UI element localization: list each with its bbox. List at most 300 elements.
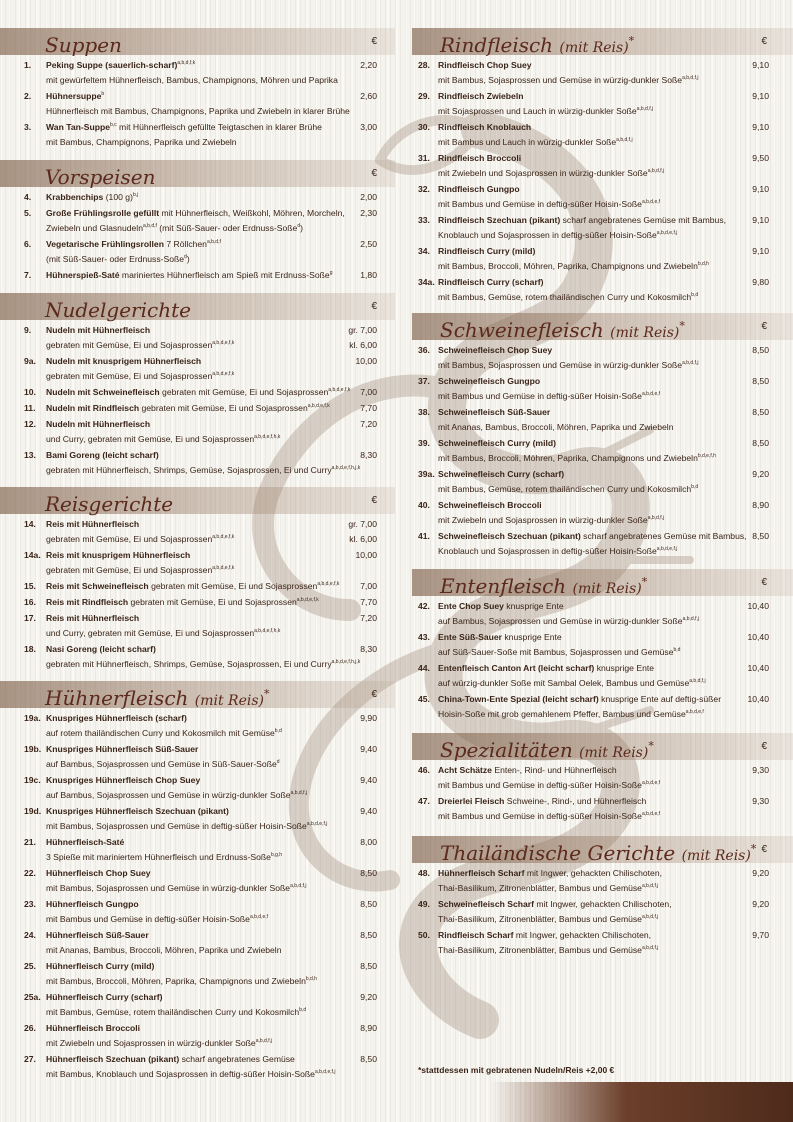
allergen-codes: a,b,d,e,f,k [212,340,235,347]
section-vorspeisen [0,160,395,284]
allergen-codes: b,d [673,647,681,654]
item-text [438,151,521,166]
item-name: Hühnerfleisch-Saté [46,837,125,847]
item-text [46,866,151,881]
item-price: 7,70 [360,403,377,413]
item-line [0,990,395,1005]
menu-item [0,959,395,989]
item-name: China-Town-Ente Spezial (leicht scharf) [438,694,599,704]
description-text: mit Ananas, Bambus, Broccoli, Möhren, Paprika und Zwiebeln [438,422,674,432]
item-line [412,244,793,259]
item-line [0,819,395,834]
item-line [412,120,793,135]
description-text: mit Bambus und Gemüse in deftig-süßer Hoisin-Soße [438,391,642,401]
item-text [46,959,154,974]
item-price: 10,00 [355,356,377,366]
item-number: 46. [418,765,430,775]
section-title [440,738,654,762]
section-header [0,293,395,320]
item-description [438,389,660,404]
description-text: mit Bambus, Sojasprossen und Gemüse in würzig-dunkler Soße [46,883,291,893]
item-line [412,630,793,645]
item-description [438,166,664,181]
section-title [440,318,685,342]
allergen-codes: d [184,254,187,261]
description-text: Knoblauch und Sojasprossen in deftig-süßer Hoisin-Soße [438,230,657,240]
menu-item [412,661,793,691]
menu-item [412,244,793,274]
item-line [412,809,793,824]
item-note: Schweine-, Rind-, und Hühnerfleisch [504,796,647,806]
description-text: mit Zwiebeln und Sojasprossen in würzig-dunkler Soße [438,168,648,178]
menu-item [412,89,793,119]
allergen-codes: a,b,d,e,f,k [212,534,235,541]
item-number: 19b. [24,744,42,754]
item-line [0,268,395,283]
allergen-codes: b,g,h [270,852,283,859]
allergen-codes: a,b,d,e,f,k [307,403,330,410]
item-line [412,614,793,629]
currency-label: € [371,689,377,700]
item-number: 39a. [418,469,435,479]
item-text [46,579,339,594]
menu-item [0,595,395,610]
item-description [438,451,716,466]
item-description [46,657,360,672]
allergen-codes: g [329,270,333,277]
item-description [438,135,633,150]
allergen-codes: a,b,d,e,f [641,811,661,818]
item-line [0,881,395,896]
description-text: (mit Süß-Sauer- oder Erdnuss-Soße [46,254,185,264]
menu-item [412,763,793,793]
menu-list [0,190,395,283]
item-text [46,268,332,283]
allergen-codes: a,b,d,e,f [641,391,661,398]
menu-item [0,268,395,283]
item-price: 9,40 [360,806,377,816]
item-note: knusprige Ente [503,601,564,611]
menu-item [0,417,395,447]
section-title-text: Thailändische Gerichte [440,841,676,865]
item-text [438,529,747,544]
item-price: 2,20 [360,60,377,70]
description-text: mit Bambus, Gemüse, rotem thailändischen Curry und Kokosmilch [438,292,692,302]
currency-label: € [761,36,767,47]
item-price: 9,10 [752,184,769,194]
item-line [412,599,793,614]
item-number: 23. [24,899,36,909]
item-price: 10,40 [747,694,769,704]
item-text [46,89,104,104]
item-note: mit Hühnerfleisch gefüllte Teigtaschen in klarer Brühe [116,122,322,132]
item-note: 7 Röllchen [163,239,207,249]
section-subtitle: (mit Reis) [559,40,629,56]
item-line [0,1005,395,1020]
item-name: Wan Tan-Suppe [46,122,110,132]
item-line [412,182,793,197]
allergen-codes: a,b,d,f,j [682,360,699,367]
item-price: 7,20 [360,419,377,429]
allergen-codes: a,b,d,e,f [641,780,661,787]
menu-list [412,763,793,824]
allergen-codes: a,b,d,f,j [647,515,665,522]
item-line [0,912,395,927]
item-name: Bami Goreng (leicht scharf) [46,450,159,460]
section-thailaendische-gerichte [412,836,793,959]
menu-list [0,711,395,1082]
item-text [438,275,544,290]
item-number: 3. [24,122,32,132]
item-line [0,773,395,788]
allergen-codes: b,j [132,192,139,199]
menu-item [0,804,395,834]
item-text [46,517,139,532]
item-name: Ente Chop Suey [438,601,504,611]
item-number: 9a. [24,356,36,366]
menu-item [0,237,395,267]
item-line [412,73,793,88]
item-line [0,1067,395,1082]
item-line [412,89,793,104]
item-number: 12. [24,419,36,429]
item-note: scharf angebratenes Gemüse mit Bambus, [580,531,747,541]
item-price: 8,50 [360,930,377,940]
asterisk: * [750,842,757,856]
section-title-text: Vorspeisen [45,165,156,189]
allergen-codes: b,d,e,f,h [697,453,716,460]
menu-item [412,498,793,528]
item-description [46,463,360,478]
item-description [438,290,698,305]
item-line [412,763,793,778]
section-title-text: Suppen [45,33,122,57]
item-number: 45. [418,694,430,704]
section-spezialitaeten [412,733,793,825]
item-description [438,544,677,559]
item-note: scharf angebratenes Gemüse mit Bambus, [560,215,726,225]
description-text: auf Bambus, Sojasprossen und Gemüse in Süß-Sauer-Soße [46,759,277,769]
item-description [438,707,704,722]
allergen-codes: a,b,d,e,f,j [314,1069,336,1076]
item-price-small: kl. 6,00 [349,340,377,350]
item-number: 11. [24,403,36,413]
item-description [46,881,307,896]
item-price: 8,50 [752,376,769,386]
item-line [412,197,793,212]
item-price-small: kl. 6,00 [349,534,377,544]
item-name: Nudeln mit Hühnerfleisch [46,325,151,335]
item-line [0,369,395,384]
description-text: ) [186,254,190,264]
menu-item [0,401,395,416]
item-text [438,794,646,809]
description-text: Thai-Basilikum, Zitronenblätter, Bambus und Gemüse [438,883,642,893]
asterisk: * [264,687,270,701]
item-price: 9,30 [752,796,769,806]
item-name: Knuspriges Hühnerfleisch Süß-Sauer [46,744,199,754]
item-description [46,726,282,741]
item-line [0,354,395,369]
item-name: Ente Süß-Sauer [438,632,502,642]
item-line [0,58,395,73]
asterisk: * [679,319,685,333]
menu-item [412,897,793,927]
item-description [46,252,190,267]
allergen-codes: a,b,d,f,j [255,1038,273,1045]
item-number: 14a. [24,550,41,560]
menu-item [412,599,793,629]
item-line [0,120,395,135]
item-line [412,513,793,528]
item-description [438,676,706,691]
allergen-codes: a,b,d,f,j [682,75,699,82]
item-number: 43. [418,632,430,642]
item-name: Nudeln mit Rindfleisch [46,403,140,413]
item-name: Knuspriges Hühnerfleisch Szechuan (pikant) [46,806,229,816]
item-note: mit Ingwer, gehackten Chilischoten, [513,930,652,940]
item-text [46,742,198,757]
item-name: Schweinefleisch Szechuan (pikant) [438,531,581,541]
item-number: 2. [24,91,32,101]
section-subtitle: (mit Reis) [681,848,751,864]
item-name: Vegetarische Frühlingsrollen [46,239,164,249]
section-subtitle: (mit Reis) [572,581,642,597]
item-number: 13. [24,450,36,460]
item-price: 10,40 [747,601,769,611]
item-description [438,197,660,212]
allergen-codes: b,d [691,292,699,299]
allergen-codes: a,b,d,f,j [616,137,633,144]
allergen-codes: a,b,d,e,f,h,k [254,628,281,635]
item-line [0,206,395,221]
item-number: 28. [418,60,430,70]
allergen-codes: a,b,d,e,f,k [317,581,340,588]
item-line [0,1036,395,1051]
menu-item [0,517,395,547]
item-line [0,835,395,850]
item-text [438,467,564,482]
menu-item [412,275,793,305]
item-number: 42. [418,601,430,611]
description-text: mit Bambus und Gemüse in deftig-süßer Hoisin-Soße [438,811,642,821]
item-description [46,943,282,958]
item-number: 27. [24,1054,36,1064]
item-price: gr. 7,00 [348,325,377,335]
item-description [438,259,709,274]
menu-item [0,190,395,205]
item-line [412,405,793,420]
section-title-text: Spezialitäten [440,738,573,762]
item-note: (100 g) [103,192,133,202]
item-price: 8,50 [752,345,769,355]
item-description [438,420,674,435]
item-name: Schweinefleisch Chop Suey [438,345,553,355]
item-text [438,692,721,707]
allergen-codes: a,b,d,e,f,j [656,546,678,553]
item-name: Reis mit knusprigem Hühnerfleisch [46,550,191,560]
item-description [438,809,660,824]
item-line [412,374,793,389]
menu-item [0,448,395,478]
description-text: mit Bambus, Knoblauch und Sojasprossen in deftig-süßer Hoisin-Soße [46,1069,315,1079]
description-text: und Curry, gebraten mit Gemüse, Ei und Sojasprossen [46,628,255,638]
description-text: Hoisin-Soße mit grob gemahlenem Pfeffer, Bambus und Gemüse [438,709,686,719]
item-name: Acht Schätze [438,765,492,775]
description-text: mit Zwiebeln und Sojasprossen in würzig-dunkler Soße [46,1038,256,1048]
item-description [438,645,680,660]
item-text [46,711,187,726]
menu-item [0,385,395,400]
section-reisgerichte [0,487,395,673]
item-description [438,881,658,896]
item-line [412,290,793,305]
item-name: Reis mit Hühnerfleisch [46,613,140,623]
description-text: gebraten mit Hühnerfleisch, Shrimps, Gemüse, Sojasprossen, Ei und Curry [46,659,332,669]
item-name: Hühnersuppe [46,91,102,101]
item-line [0,417,395,432]
item-text [46,385,350,400]
section-subtitle: (mit Reis) [194,693,265,709]
allergen-codes: a,b,d,f,j [641,914,659,921]
menu-list [412,58,793,305]
item-line [412,389,793,404]
item-line [412,436,793,451]
item-note: knusprige Ente auf deftig-süßer [598,694,722,704]
item-price: 8,30 [360,450,377,460]
item-line [412,135,793,150]
section-header [412,313,793,340]
item-number: 19a. [24,713,41,723]
item-number: 34. [418,246,430,256]
item-text [46,804,229,819]
item-price: 7,00 [360,387,377,397]
item-text [46,611,139,626]
section-subtitle: (mit Reis) [610,325,680,341]
item-line [0,959,395,974]
item-text [438,244,535,259]
item-line [412,661,793,676]
item-name: Dreierlei Fleisch [438,796,505,806]
item-description [46,563,234,578]
item-description [46,1067,336,1082]
item-text [438,343,552,358]
item-name: Knuspriges Hühnerfleisch Chop Suey [46,775,201,785]
item-name: Reis mit Hühnerfleisch [46,519,140,529]
item-name: Hühnerfleisch Chop Suey [46,868,151,878]
description-text: gebraten mit Gemüse, Ei und Sojasprossen [46,340,213,350]
item-line [0,757,395,772]
menu-item [412,794,793,824]
footnote: *stattdessen mit gebratenen Nudeln/Reis +2,00 € [418,1065,615,1075]
item-line [412,151,793,166]
section-header [412,569,793,596]
item-text [46,1052,295,1067]
item-line [0,657,395,672]
item-text [46,548,190,563]
allergen-codes: b,d [274,728,282,735]
item-note: knusprige Ente [594,663,655,673]
description-text: mit Bambus, Broccoli, Möhren, Paprika, Champignons und Zwiebeln [46,976,306,986]
menu-item [412,928,793,958]
item-text [46,1021,140,1036]
section-title [45,165,156,189]
item-description [438,614,699,629]
section-title-text: Rindfleisch [440,33,554,57]
item-line [0,611,395,626]
description-text: auf Süß-Sauer-Soße mit Bambus, Sojasprossen und Gemüse [438,647,674,657]
description-text: Knoblauch und Sojasprossen in deftig-süßer Hoisin-Soße [438,546,657,556]
item-price: 8,50 [360,1054,377,1064]
menu-item [412,866,793,896]
item-price: 8,50 [752,531,769,541]
item-text [438,897,672,912]
item-description [438,73,699,88]
item-price: 8,50 [360,961,377,971]
item-text [438,928,651,943]
item-number: 21. [24,837,36,847]
allergen-codes: a,b,d,e,f,j [306,821,328,828]
item-description [46,73,338,88]
item-note: mit Ingwer, gehackten Chilischoten, [524,868,663,878]
item-line [412,467,793,482]
item-number: 19c. [24,775,41,785]
item-number: 14. [24,519,36,529]
item-text [46,595,319,610]
item-number: 18. [24,644,36,654]
section-title [45,686,270,710]
item-text [46,120,322,135]
menu-item [0,1021,395,1051]
decorative-corner [490,1082,793,1122]
item-price: 9,40 [360,744,377,754]
item-number: 37. [418,376,430,386]
item-number: 30. [418,122,430,132]
description-text: mit Bambus, Broccoli, Möhren, Paprika, Champignons und Zwiebeln [438,453,698,463]
description-text: gebraten mit Gemüse, Ei und Sojasprossen [46,534,213,544]
item-line [0,73,395,88]
description-text: 3 Spieße mit mariniertem Hühnerfleisch und Erdnuss-Soße [46,852,271,862]
item-name: Schweinefleisch Curry (mild) [438,438,556,448]
item-note: gebraten mit Gemüse, Ei und Sojasprossen [148,581,318,591]
description-text: Zwiebeln und Glasnudeln [46,223,143,233]
menu-item [412,692,793,722]
item-note: knusprige Ente [502,632,562,642]
item-price: 9,20 [752,868,769,878]
item-description [438,358,699,373]
item-text [46,897,139,912]
item-number: 25a. [24,992,41,1002]
allergen-codes: b,c [109,122,117,129]
item-price: 8,50 [360,868,377,878]
section-nudelgerichte [0,293,395,479]
item-name: Krabbenchips [46,192,104,202]
menu-item [0,611,395,641]
item-name: Knuspriges Hühnerfleisch (scharf) [46,713,187,723]
item-name: Rindfleisch Gungpo [438,184,520,194]
description-text: gebraten mit Hühnerfleisch, Shrimps, Gemüse, Sojasprossen, Ei und Curry [46,465,332,475]
currency-label: € [371,168,377,179]
description-text: Thai-Basilikum, Zitronenblätter, Bambus und Gemüse [438,914,642,924]
item-name: Nudeln mit Hühnerfleisch [46,419,151,429]
section-title-text: Reisgerichte [45,492,174,516]
description-text: gebraten mit Gemüse, Ei und Sojasprossen [46,371,213,381]
menu-item [0,897,395,927]
item-line [0,804,395,819]
item-number: 47. [418,796,430,806]
section-header [412,28,793,55]
item-description [438,482,698,497]
